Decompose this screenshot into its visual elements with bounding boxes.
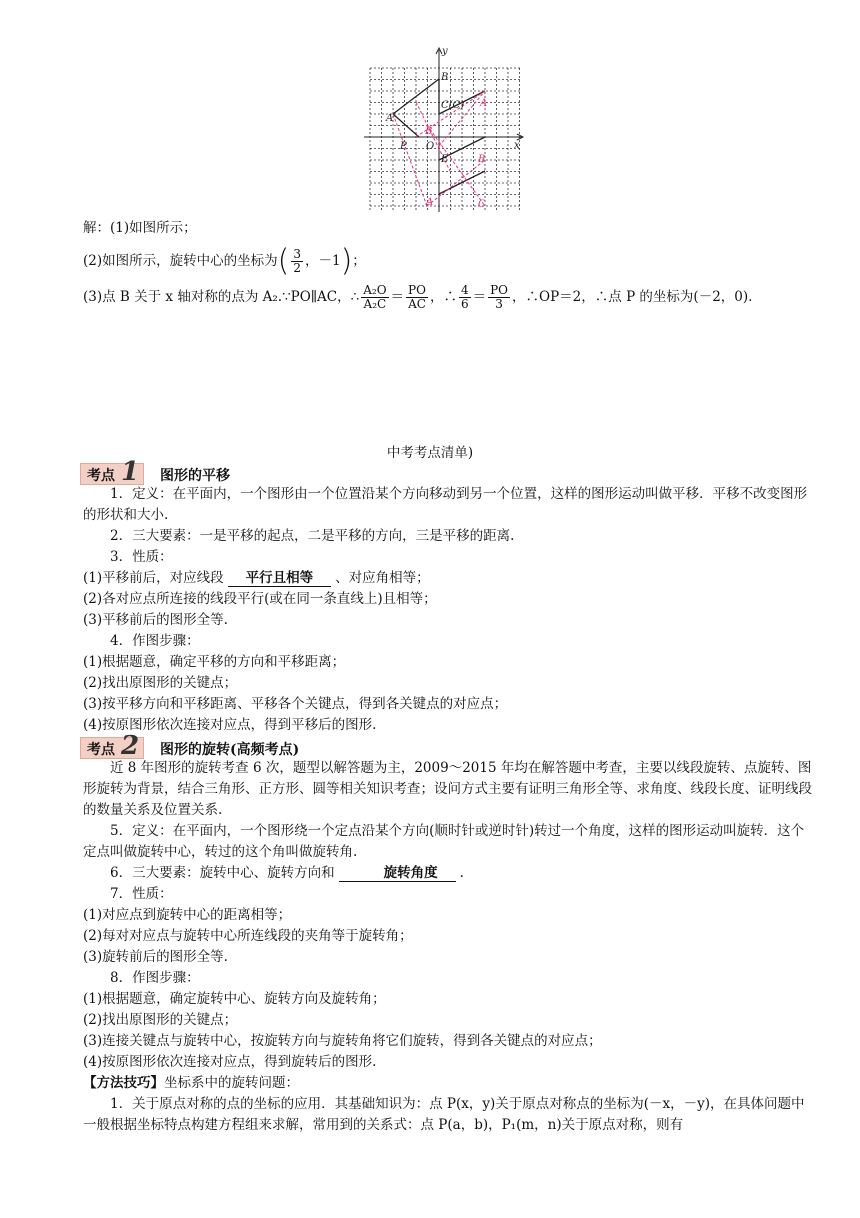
kd2-p8b: (2)找出原图形的关键点； [83,1012,238,1028]
badge-num: 1 [121,457,140,487]
kd2-p8: 8．作图步骤： [110,970,200,986]
kd1-p1: 1．定义：在平面内，一个图形由一个位置沿某个方向移动到另一个位置，这样的图形运动叫做平移．平移不改变图形的形状和大小. [83,486,808,523]
s2-prefix: (2)如图所示，旋转中心的坐标为 [83,253,278,269]
kd1-p4a: (1)根据题意，确定平移的方向和平移距离； [83,654,346,670]
kaodian-badge-2 [80,731,144,761]
p6-post: . [459,865,464,881]
s2-fraction [291,248,303,275]
kaodian-1-heading [80,457,230,487]
kd2-p7a: (1)对应点到旋转中心的距离相等； [83,907,292,923]
kaodian-2-title: 图形的旋转(高频考点) [160,742,300,758]
s2-den: 2 [293,261,301,275]
kaodian-badge-1 [80,457,144,487]
badge-num: 2 [121,731,140,761]
left-paren: ( [277,243,290,279]
kd2-p8a: (1)根据题意，确定旋转中心、旋转方向及旋转角； [83,991,386,1007]
label-A2: A [426,197,434,208]
kd1-p2: 2．三大要素：一是平移的起点，二是平移的方向，三是平移的距离. [110,528,515,544]
f2-den: AC [408,297,426,311]
kd2-p7c: (3)旋转前后的图形全等. [83,949,228,965]
label-B: B [441,72,449,83]
frac-a2o [361,284,388,311]
kd1-p3a [83,568,813,589]
p6-fill: 旋转角度 [339,865,456,882]
kd2-intro: 近 8 年图形的旋转考查 6 次，题型以解答题为主，2009～2015 年均在解答题中考查，主要以线段旋转、点旋转、图形旋转为背景，结合三角形、正方形、圆等相关知识考查；设问方式主要有证明三角形全等、求角度、线段长度、证明线段的数量关系及位置关系. [83,760,812,818]
label-O: O [426,141,435,152]
f1-num: A₂O [363,283,387,297]
s3-prefix: (3)点 B 关于 x 轴对称的点为 A₂.∵PO∥AC，∴ [83,289,360,305]
x-axis-label: x [514,140,520,151]
kd2-p8d: (4)按原图形依次连接对应点，得到旋转后的图形. [83,1054,377,1070]
kd1-p4c: (3)按平移方向和平移距离、平移各个关键点，得到各关键点的对应点； [83,696,508,712]
method-heading [83,1073,813,1094]
coordinate-figure [362,46,528,216]
grid-diagram [362,46,528,216]
p6-pre: 6．三大要素：旋转中心、旋转方向和 [110,865,335,881]
f1-den: A₂C [363,297,387,311]
grid-lines [370,68,520,210]
s2-num: 3 [293,247,301,261]
badge-text: 考点 [87,468,115,484]
f2-num: PO [408,283,426,297]
s2-end: ； [352,253,366,269]
kd1-p3b: (2)各对应点所连接的线段平行(或在同一条直线上)且相等； [83,591,437,607]
frac-4-6 [459,284,471,311]
kd1-p4: 4．作图步骤： [110,633,200,649]
s3-end: ，∴OP＝2，∴点 P 的坐标为(－2，0). [512,289,753,305]
badge-text: 考点 [87,742,115,758]
eq-1: ＝ [390,289,405,305]
right-paren: ) [340,243,353,279]
kd2-p8c: (3)连接关键点与旋转中心，按旋转方向与旋转角将它们旋转，得到各关键点的对应点； [83,1033,602,1049]
label-P: P [400,141,407,152]
p3a-fill: 平行且相等 [228,570,332,587]
y-axis-label: y [442,46,448,57]
f4-den: 3 [495,297,503,311]
p3a-pre: (1)平移前后，对应线段 [83,570,224,586]
kd2-p7: 7．性质： [110,886,173,902]
label-E: E [441,154,449,165]
solution-line-3 [83,284,752,318]
f3-num: 4 [460,283,469,297]
method-p1: 1．关于原点对称的点的坐标的应用．其基础知识为：点 P(x，y)关于原点对称点的坐标为(－x，－y)，在具体问题中一般根据坐标特点构建方程组来求解，常用到的关系式：点 P(a，b)，P₁(m，n)关于原点对称，则有 [83,1096,805,1133]
label-B1: B [425,126,433,137]
solution-line-1: 解：(1)如图所示； [83,220,197,236]
kd2-p5: 5．定义：在平面内，一个图形绕一个定点沿某个方向(顺时针或逆时针)转过一个角度，这样的图形运动叫旋转．这个定点叫做旋转中心，转过的这个角叫做旋转角. [83,823,805,860]
label-B2: B [478,154,486,165]
s2-y: ，－1 [304,253,341,269]
kd1-p4d: (4)按原图形依次连接对应点，得到平移后的图形. [83,717,377,733]
label-A1: A [480,98,488,109]
frac-po-3 [488,284,510,311]
kaodian-2-heading [80,731,300,761]
kd2-p6 [83,863,813,884]
kd1-p3c: (3)平移前后的图形全等. [83,612,228,628]
f4-num: PO [490,283,509,297]
section-title: 中考考点清单) [386,445,474,461]
kaodian-1-title: 图形的平移 [160,468,230,484]
solution-line-2 [83,243,366,279]
kd1-p4b: (2)找出原图形的关键点； [83,675,238,691]
kd2-p7b: (2)每对对应点与旋转中心所连线段的夹角等于旋转角； [83,928,413,944]
method-label: 【方法技巧】 [83,1075,164,1091]
p3a-post: 、对应角相等； [335,570,430,586]
label-C: C(C) [441,100,465,111]
label-A: A [386,113,394,124]
kd1-p3: 3．性质： [110,549,173,565]
label-C2: C [478,199,486,210]
eq-2: ＝ [472,289,487,305]
frac-po-ac [406,284,428,311]
f3-den: 6 [460,297,469,311]
method-title: 坐标系中的旋转问题： [164,1075,299,1091]
s3-mid: ，∴ [429,289,457,305]
